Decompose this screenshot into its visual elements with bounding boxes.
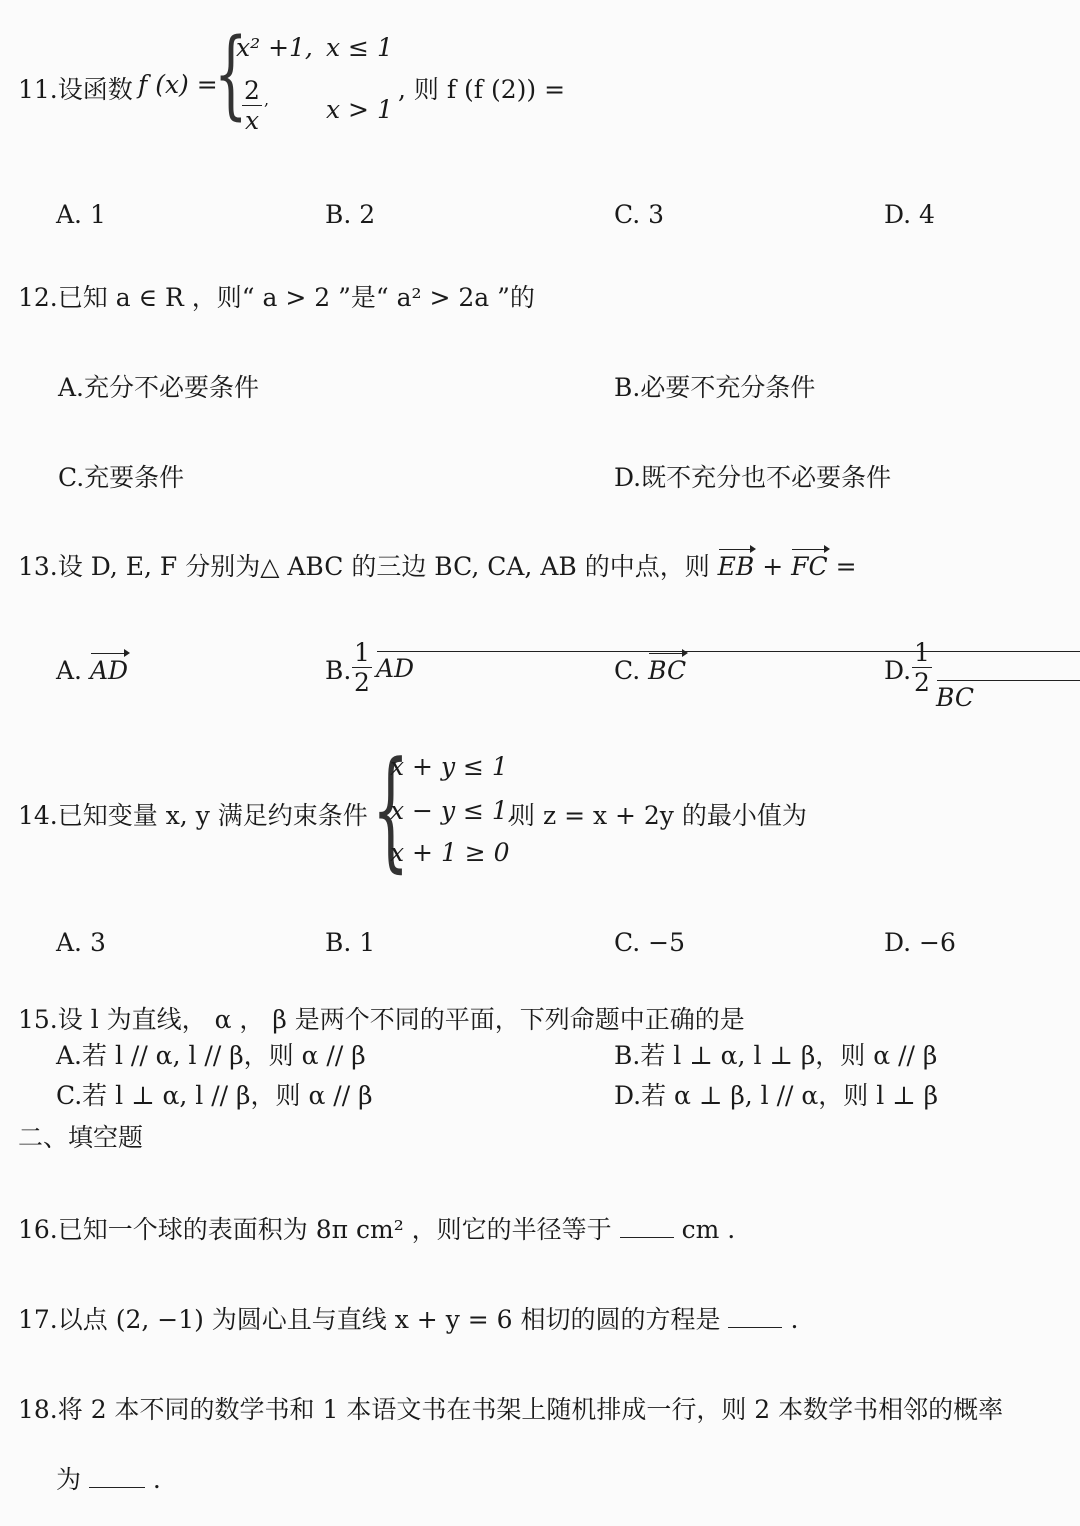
q13-stem-text: 13.设 D, E, F 分别为△ ABC 的三边 BC, CA, AB 的中点，则 [18, 552, 710, 581]
q13-option-b-label[interactable]: B. [325, 656, 352, 685]
q13-option-b-num: 1 [354, 638, 370, 667]
q15-option-d[interactable]: D.若 α ⊥ β, l // α，则 l ⊥ β [614, 1081, 939, 1110]
q13-option-c-label: C. [614, 656, 641, 685]
q14-option-a[interactable]: A. 3 [56, 928, 106, 957]
q14-brace: { [372, 733, 410, 885]
q13-equals: = [835, 552, 857, 581]
q16-unit: cm . [681, 1215, 736, 1244]
q11-brace: { [214, 18, 248, 130]
q13-option-d-num: 1 [914, 638, 930, 667]
section-heading-fill-in: 二、填空题 [18, 1123, 144, 1152]
q13-option-b-fraction [352, 640, 372, 695]
q12-option-a[interactable]: A.充分不必要条件 [58, 373, 260, 402]
q14-option-d[interactable]: D. −6 [884, 928, 956, 957]
q14-option-b[interactable]: B. 1 [325, 928, 376, 957]
q11-suffix: , 则 f (f (2)) = [398, 75, 566, 104]
q13-option-c-vector: BC [648, 656, 687, 685]
q18-answer-blank[interactable] [89, 1467, 145, 1488]
q18-word: 为 [56, 1465, 82, 1494]
q15-option-a[interactable]: A.若 l // α, l // β，则 α // β [56, 1041, 366, 1070]
q13-option-d-den: 2 [914, 668, 930, 697]
q16 [18, 1210, 735, 1246]
q11-option-c[interactable]: C. 3 [614, 200, 665, 229]
q18-continuation [56, 1460, 161, 1496]
q16-answer-blank[interactable] [620, 1217, 674, 1238]
q13-stem [18, 547, 857, 583]
q13-option-b-den: 2 [354, 668, 370, 697]
q13-option-d-vector: BC [936, 683, 1080, 712]
q11-case2-fraction [242, 78, 262, 133]
q17-answer-blank[interactable] [728, 1307, 782, 1328]
q14-constraint-2: x − y ≤ 1, [390, 796, 516, 825]
q17-period: . [790, 1305, 799, 1334]
q14-prefix: 14.已知变量 x, y 满足约束条件 [18, 801, 368, 830]
q11-case2-den: x [244, 106, 260, 135]
q13-plus: + [762, 552, 784, 581]
q13-option-d-label[interactable]: D. [884, 656, 912, 685]
q11-option-a[interactable]: A. 1 [56, 200, 106, 229]
q11-case1-cond: x ≤ 1 [326, 33, 393, 62]
q15-option-b[interactable]: B.若 l ⊥ α, l ⊥ β，则 α // β [614, 1041, 938, 1070]
q13-option-a-label: A. [56, 656, 83, 685]
q17-text: 17.以点 (2, −1) 为圆心且与直线 x + y = 6 相切的圆的方程是 [18, 1305, 721, 1334]
q13-option-d-fraction [912, 640, 932, 695]
q14-suffix: 则 z = x + 2y 的最小值为 [510, 801, 807, 830]
q13-option-a-vector: AD [89, 656, 129, 685]
q12-option-d[interactable]: D.既不充分也不必要条件 [614, 463, 892, 492]
q14-constraint-1: x + y ≤ 1 [390, 752, 508, 781]
q13-vector-fc: FC [791, 552, 828, 581]
q13-vector-eb: EB [717, 552, 755, 581]
q13-option-b-vector: AD [376, 654, 1080, 683]
q12-option-b[interactable]: B.必要不充分条件 [614, 373, 816, 402]
q11-case2-sep: , [264, 90, 270, 109]
q13-option-c[interactable] [614, 656, 686, 685]
q14-option-c[interactable]: C. −5 [614, 928, 685, 957]
q11-case2-num: 2 [244, 76, 260, 105]
q11-prefix: 11.设函数 [18, 75, 133, 104]
q15-option-c[interactable]: C.若 l ⊥ α, l // β，则 α // β [56, 1081, 373, 1110]
q11-case2-cond: x > 1 [326, 95, 393, 124]
q18-text: 18.将 2 本不同的数学书和 1 本语文书在书架上随机排成一行，则 2 本数学书相邻的概率 [18, 1395, 1004, 1424]
q13-option-a[interactable] [56, 656, 128, 685]
q11-option-b[interactable]: B. 2 [325, 200, 376, 229]
q12-stem: 12.已知 a ∈ R ，则“ a > 2 ”是“ a² > 2a ”的 [18, 283, 535, 312]
q11-fx: f (x) = [138, 70, 218, 99]
q11-option-d[interactable]: D. 4 [884, 200, 935, 229]
q12-option-c[interactable]: C.充要条件 [58, 463, 185, 492]
q18-period: . [152, 1465, 161, 1494]
q16-text: 16.已知一个球的表面积为 8π cm² ，则它的半径等于 [18, 1215, 612, 1244]
q11-case1-expr: x² +1, [236, 33, 313, 62]
q14-constraint-3: x + 1 ≥ 0 [390, 838, 510, 867]
q15-stem: 15.设 l 为直线， α ， β 是两个不同的平面，下列命题中正确的是 [18, 1005, 745, 1034]
q17 [18, 1300, 798, 1336]
